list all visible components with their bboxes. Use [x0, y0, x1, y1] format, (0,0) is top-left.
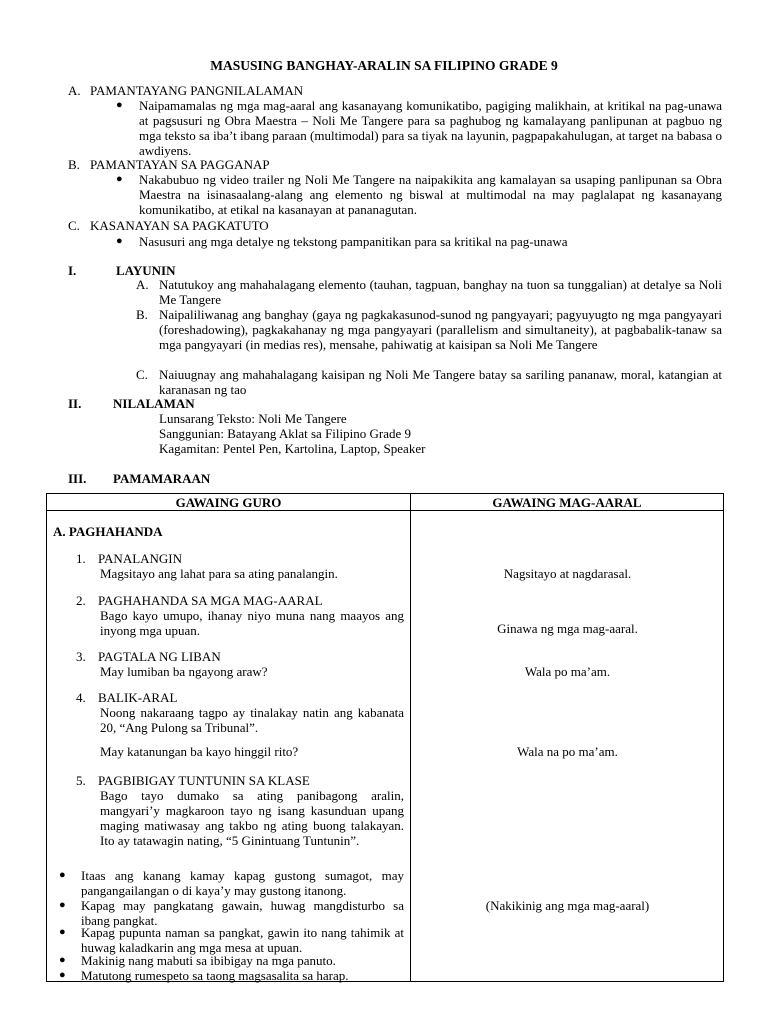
rule-item: Kapag may pangkatang gawain, huwag mangdisturbo sa ibang pangkat. — [81, 898, 404, 928]
pamamaraan-numeral: III. — [68, 471, 87, 486]
nilalaman-heading: NILALAMAN — [113, 396, 195, 411]
step-guro-text: Noong nakaraang tagpo ay tinalakay natin ang kabanata 20, “Ang Pulong sa Tribunal”. — [100, 705, 404, 735]
bullet-icon: ● — [59, 869, 66, 881]
layunin-item-text: Naiuugnay ang mahahalagang kaisipan ng Noli Me Tangere batay sa sariling pananaw, moral, katangian at karanasan ng tao — [159, 367, 722, 397]
bullet-icon: ● — [59, 926, 66, 938]
section-a-bullet: Naipamamalas ng mga mag-aaral ang kasanayang komunikatibo, pagiging malikhain, at kritikal na pag-unawa at pagsusuri ng Obra Maestra – Noli Me Tangere para sa paghubog ng kamalayang panlipunan at pagbuo ng mga teksto sa iba’t ibang paraan (multimodal) para sa tiyak na layunin, pagpapakahulugan, at target na babasa o awdiyens. — [139, 98, 722, 158]
step-title: BALIK-ARAL — [98, 690, 178, 705]
step-title: PANALANGIN — [98, 551, 183, 566]
step-guro-text: Bago tayo dumako sa ating panibagong aralin, mangyari’y magkaroon tayo ng isang kasunduan upang maging matiwasay ang takbo ng ating buong talakayan. Ito ay tatawagin nating, “5 Ginintuang Tuntunin”. — [100, 788, 404, 848]
section-b-heading: PAMANTAYAN SA PAGGANAP — [90, 157, 270, 172]
section-b-bullet: Nakabubuo ng video trailer ng Noli Me Tangere na naipakikita ang kamalayan sa usaping panlipunan sa Obra Maestra na isinasaalang-alang ang elemento ng biswal at multimodal na may paglalapat ng kasanayang komunikatibo, at etikal na kasanayan at pananagutan. — [139, 172, 722, 217]
step-number: 1. — [76, 551, 86, 566]
step-mag-aaral-text: Wala na po ma’am. — [517, 744, 618, 759]
nilalaman-numeral: II. — [68, 396, 82, 411]
bullet-icon: ● — [116, 235, 123, 247]
rule-item: Itaas ang kanang kamay kapag gustong sumagot, may pangangailangan o di kaya’y may gustong itanong. — [81, 868, 404, 898]
layunin-numeral: I. — [68, 263, 77, 278]
bullet-icon: ● — [59, 899, 66, 911]
section-a-letter: A. — [68, 83, 81, 98]
step-number: 4. — [76, 690, 86, 705]
rule-item: Makinig nang mabuti sa ibibigay na mga panuto. — [81, 953, 336, 968]
section-c-letter: C. — [68, 218, 80, 233]
page-title: MASUSING BANGHAY-ARALIN SA FILIPINO GRADE 9 — [210, 58, 558, 73]
pamamaraan-heading: PAMAMARAAN — [113, 471, 211, 486]
step-guro-text: Magsitayo ang lahat para sa ating panalangin. — [100, 566, 338, 581]
mag-aaral-cell — [411, 511, 724, 982]
bullet-icon: ● — [116, 173, 123, 185]
table-section-heading: A. PAGHAHANDA — [53, 524, 163, 539]
layunin-heading: LAYUNIN — [116, 263, 176, 278]
layunin-item-text: Natutukoy ang mahahalagang elemento (tauhan, tagpuan, banghay na tuon sa tunggalian) at detalye sa Noli Me Tangere — [159, 277, 722, 307]
column-header-mag-aaral: GAWAING MAG-AARAL — [411, 494, 724, 511]
section-a-heading: PAMANTAYANG PANGNILALAMAN — [90, 83, 304, 98]
layunin-item-letter: B. — [136, 307, 148, 322]
step-guro-text: Bago kayo umupo, ihanay niyo muna nang maayos ang inyong mga upuan. — [100, 608, 404, 638]
step-mag-aaral-text: Nagsitayo at nagdarasal. — [503, 566, 632, 581]
bullet-icon: ● — [116, 99, 123, 111]
bullet-icon: ● — [59, 969, 66, 981]
bullet-icon: ● — [59, 954, 66, 966]
layunin-item-letter: C. — [136, 367, 148, 382]
step-number: 2. — [76, 593, 86, 608]
section-b-letter: B. — [68, 157, 80, 172]
nilalaman-line: Sanggunian: Batayang Aklat sa Filipino Grade 9 — [159, 426, 412, 441]
lesson-table — [46, 493, 724, 982]
step-guro-text: May lumiban ba ngayong araw? — [100, 664, 268, 679]
nilalaman-line: Lunsarang Teksto: Noli Me Tangere — [159, 411, 347, 426]
step-mag-aaral-text: (Nakikinig ang mga mag-aaral) — [485, 898, 650, 913]
step-title: PAGHAHANDA SA MGA MAG-AARAL — [98, 593, 323, 608]
step-title: PAGBIBIGAY TUNTUNIN SA KLASE — [98, 773, 310, 788]
step-mag-aaral-text: Ginawa ng mga mag-aaral. — [497, 621, 638, 636]
rule-item: Matutong rumespeto sa taong magsasalita sa harap. — [81, 968, 349, 983]
guro-cell — [47, 511, 411, 982]
step-mag-aaral-text: Wala po ma’am. — [524, 664, 611, 679]
section-c-heading: KASANAYAN SA PAGKATUTO — [90, 218, 269, 233]
nilalaman-line: Kagamitan: Pentel Pen, Kartolina, Laptop, Speaker — [159, 441, 426, 456]
step-title: PAGTALA NG LIBAN — [98, 649, 221, 664]
rule-item: Kapag pupunta naman sa pangkat, gawin ito nang tahimik at huwag kaladkarin ang mga mesa at upuan. — [81, 925, 404, 955]
step-number: 3. — [76, 649, 86, 664]
section-c-bullet: Nasusuri ang mga detalye ng tekstong pampanitikan para sa kritikal na pag-unawa — [139, 234, 568, 249]
step-number: 5. — [76, 773, 86, 788]
layunin-item-text: Naipaliliwanag ang banghay (gaya ng pagkakasunod-sunod ng pangyayari; pagyuyugto ng mga pangyayari (foreshadowing), pagkakahanay ng mga pangyayari (parallelism and simultaneity), at pagbabalik-tanaw sa mga pangyayari (in medias res), mensahe, pahiwatig at kaisipan sa Noli Me Tangere — [159, 307, 722, 352]
step-guro-question: May katanungan ba kayo hinggil rito? — [100, 744, 299, 759]
column-header-guro: GAWAING GURO — [47, 494, 411, 511]
layunin-item-letter: A. — [136, 277, 149, 292]
